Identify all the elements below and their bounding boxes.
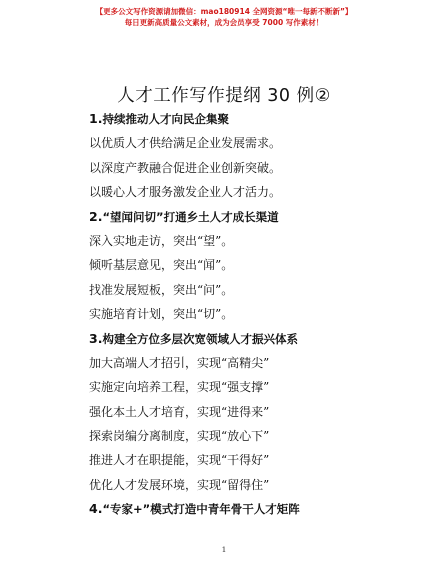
- list-item: 强化本土人才培育，实现“进得来”: [89, 404, 270, 419]
- list-item: 优化人才发展环境，实现“留得住”: [89, 477, 270, 492]
- section-number: 4.: [89, 501, 103, 517]
- section-heading: [89, 107, 419, 131]
- list-item: 探索岗编分离制度，实现“放心下”: [89, 429, 270, 444]
- list-item: 实施培育计划，突出“切”。: [89, 307, 234, 322]
- banner-line-2: 每日更新高质量公文素材，成为会员享受 7000 写作素材！: [124, 18, 324, 27]
- list-item: 以暖心人才服务激发企业人才活力。: [89, 185, 282, 200]
- document-title: 人才工作写作提纲 30 例②: [117, 86, 331, 106]
- list-item: 加大高端人才招引，实现“高精尖”: [89, 355, 270, 370]
- list-item: 找准发展短板，突出“问”。: [89, 282, 234, 297]
- page-number: 1: [221, 545, 227, 554]
- section-number: 1.: [89, 111, 103, 126]
- section-number: 3.: [89, 330, 103, 346]
- section-heading-text: “望闻问切”打通乡土人才成长渠道: [102, 209, 279, 224]
- list-item: 以优质人才供给满足企业发展需求。: [89, 136, 282, 151]
- section-heading: [89, 497, 419, 521]
- list-item: 实施定向培养工程，实现“强支撑”: [89, 380, 270, 395]
- section-heading-text: 构建全方位多层次宽领域人才振兴体系: [102, 331, 298, 346]
- banner-line-1: 【更多公文写作资源请加微信：mao180914 全网资源“唯一每新不断新”】: [95, 7, 353, 16]
- section-heading-text: 持续推动人才向民企集聚: [102, 112, 229, 126]
- list-item: 推进人才在职提能，实现“干得好”: [89, 453, 270, 468]
- promo-banner: [0, 6, 448, 28]
- section-heading-text: “专家+”模式打造中青年骨干人才矩阵: [102, 502, 300, 517]
- section-heading: [89, 205, 419, 229]
- list-item: 以深度产教融合促进企业创新突破。: [89, 160, 282, 175]
- section-heading: [89, 327, 419, 351]
- list-item: 深入实地走访，突出“望”。: [89, 233, 234, 248]
- section-number: 2.: [89, 208, 103, 224]
- list-item: 倾听基层意见，突出“闻”。: [89, 258, 234, 273]
- document-body: [89, 107, 419, 522]
